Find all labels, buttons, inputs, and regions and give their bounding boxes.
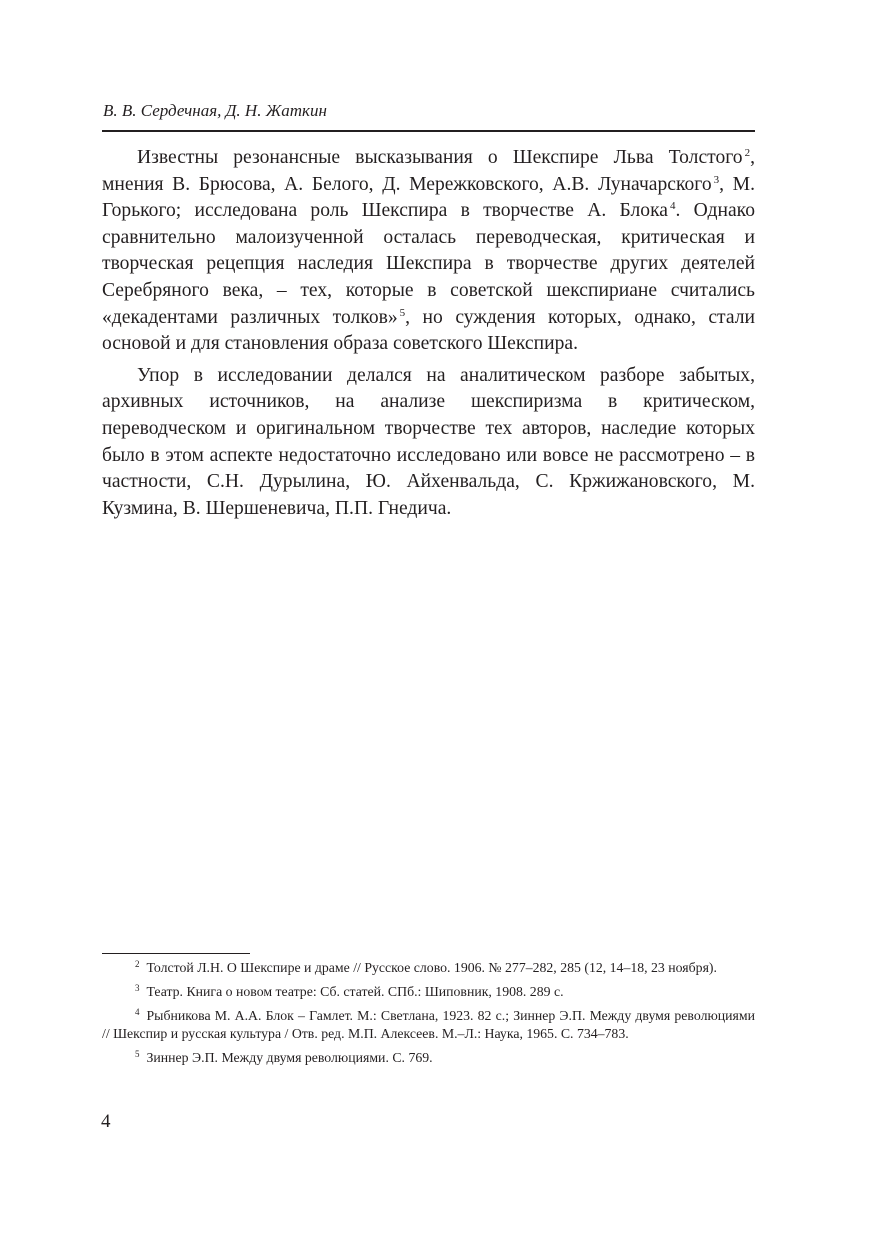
footnote: [102, 1049, 755, 1066]
page-number: 4: [101, 1111, 111, 1132]
footnote: [102, 983, 755, 1000]
body-text: [102, 145, 755, 522]
footnote-number: 5: [135, 1048, 140, 1059]
footnote: [102, 959, 755, 976]
footnote-rule: [102, 953, 250, 954]
body-paragraph: [102, 145, 755, 358]
text-segment: Известны резонансные высказывания о Шекспире Льва Толстого: [137, 147, 743, 168]
text-segment: , М. Горького; исследована роль Шекспира в творчестве А. Блока: [102, 173, 755, 222]
body-paragraph: [102, 363, 755, 523]
footnote-ref[interactable]: 2: [744, 147, 751, 159]
header-rule: [102, 130, 755, 132]
footnote-text: Рыбникова М. А.А. Блок – Гамлет. М.: Светлана, 1923. 82 с.; Зиннер Э.П. Между двумя революциями // Шекспир и русская культура / Отв. ред. М.П. Алексеев. М.–Л.: Наука, 1965. С. 734–783.: [102, 1008, 755, 1041]
text-segment: , но суждения которых, однако, стали основой и для становления образа советского Шекспира.: [102, 306, 755, 355]
footnote-text: Зиннер Э.П. Между двумя революциями. С. 769.: [146, 1049, 433, 1065]
footnote-number: 4: [135, 1007, 140, 1018]
footnote-ref[interactable]: 5: [399, 306, 406, 319]
text-segment: Упор в исследовании делался на аналитическом разборе забытых, архивных источников, на анализе шекспиризма в критическом, переводческом и оригинальном творчестве тех авторов, наследие которых было в этом аспекте недостаточно исследовано или вовсе не рассмотрено – в частности, С.Н. Дурылина, Ю. Айхенвальда, С. Кржижановского, М. Кузмина, В. Шершеневича, П.П. Гнедича.: [102, 364, 755, 519]
footnotes: [102, 959, 755, 1073]
footnote-number: 2: [135, 959, 140, 969]
footnote-ref[interactable]: 3: [713, 173, 720, 186]
footnote-text: Театр. Книга о новом театре: Сб. статей. СПб.: Шиповник, 1908. 289 с.: [146, 984, 564, 1000]
text-segment: , мнения В. Брюсова, А. Белого, Д. Мережковского, А.В. Луначарского: [102, 147, 755, 195]
footnote: [102, 1007, 755, 1041]
footnote-ref[interactable]: 4: [670, 200, 676, 213]
text-segment: . Однако сравнительно малоизученной осталась переводческая, критическая и творческая рецепция наследия Шекспира в творчестве других деятелей Серебряного века, – тех, которые в советской шекспириане считались «декадентами различных толков»: [102, 200, 755, 328]
page-header: [102, 100, 755, 122]
footnote-text: Толстой Л.Н. О Шекспире и драме // Русское слово. 1906. № 277–282, 285 (12, 14–18, 23 ноября).: [146, 960, 717, 975]
footnote-number: 3: [135, 983, 140, 994]
running-head: В. В. Сердечная, Д. Н. Жаткин: [103, 101, 327, 120]
